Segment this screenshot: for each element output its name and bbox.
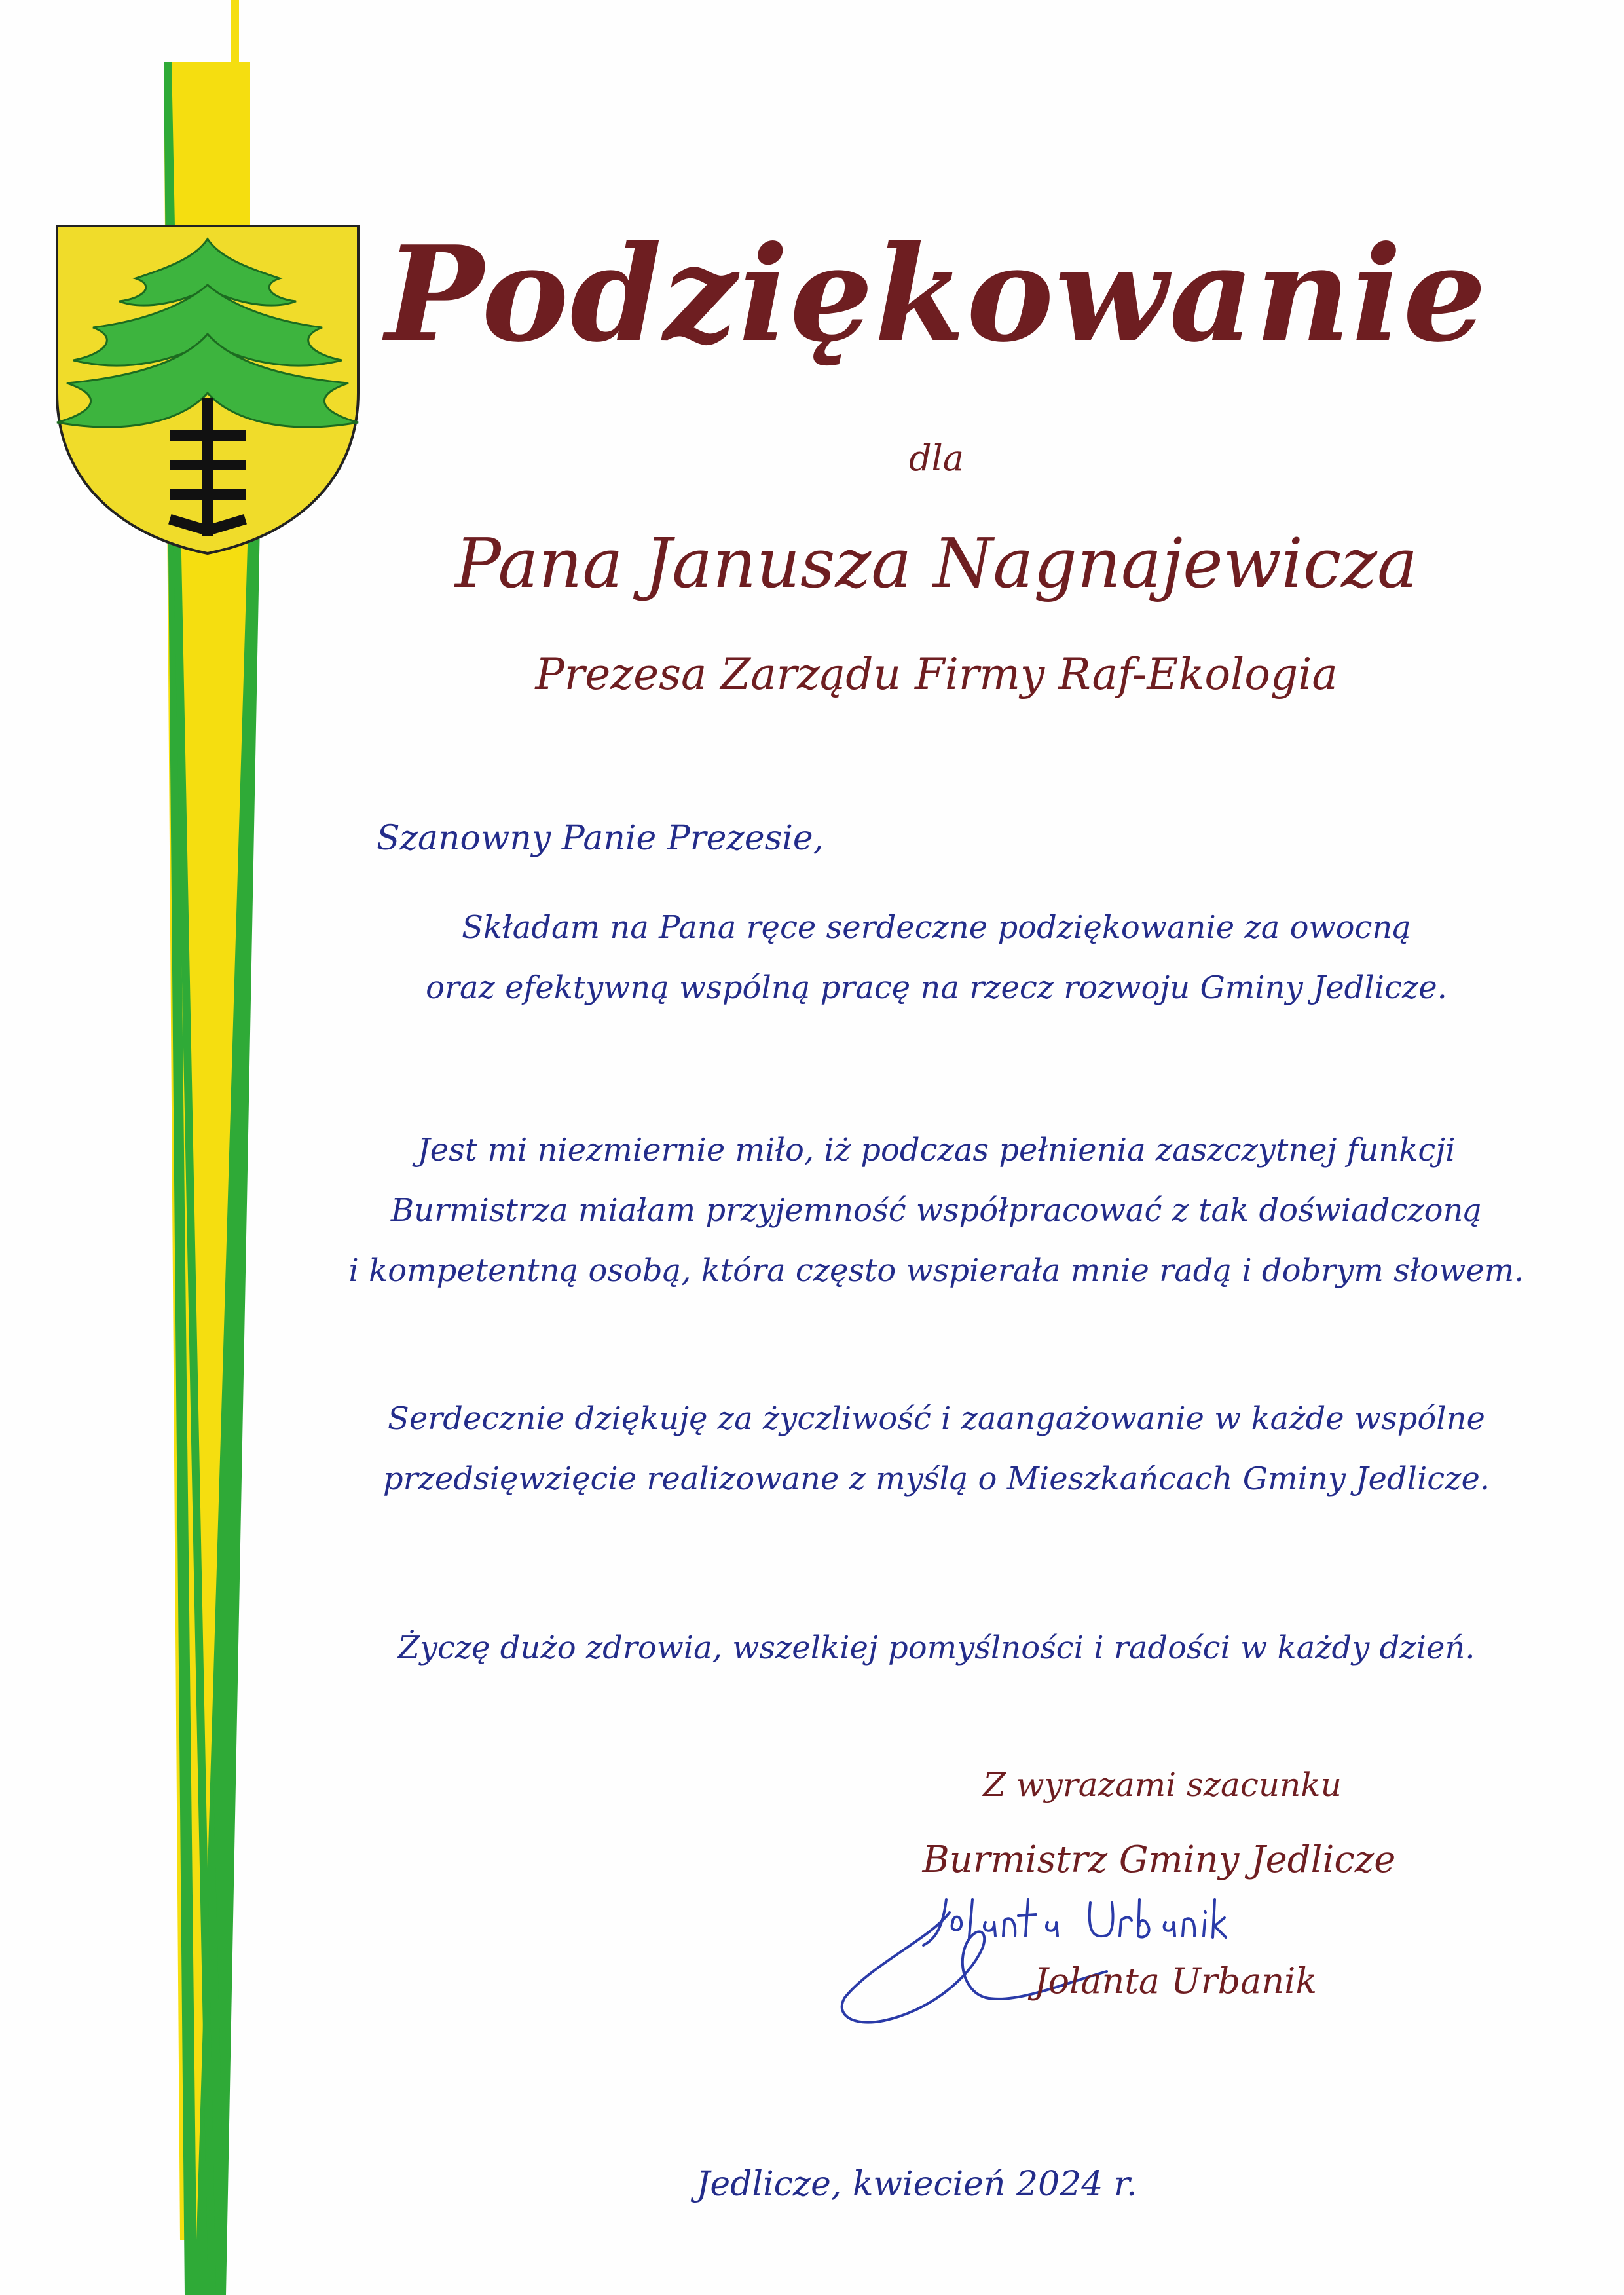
paragraph-line: oraz efektywną wspólną pracę na rzecz rozwoju Gminy Jedlicze. [426, 969, 1447, 1006]
salutation: Szanowny Panie Prezesie, [377, 819, 824, 858]
closing-greeting: Z wyrazami szacunku [983, 1766, 1342, 1804]
paragraph-line: Życzę dużo zdrowia, wszelkiej pomyślności i radości w każdy dzień. [397, 1630, 1475, 1666]
signatory-role: Burmistrz Gminy Jedlicze [922, 1838, 1396, 1881]
paragraph-line: Jest mi niezmiernie miło, iż podczas pełnienia zaszczytnej funkcji [417, 1132, 1456, 1168]
for-label: dla [908, 438, 965, 479]
paragraph-4 [275, 1618, 1598, 1678]
place-and-date: Jedlicze, kwiecień 2024 r. [696, 2165, 1137, 2204]
paragraph-line: Składam na Pana ręce serdeczne podziękowanie za owocną [462, 909, 1411, 946]
paragraph-line: i kompetentną osobą, która często wspierała mnie radą i dobrym słowem. [348, 1252, 1524, 1289]
recipient-name: Pana Janusza Nagnajewicza [455, 523, 1418, 603]
signatory-name: Jolanta Urbanik [1033, 1960, 1318, 2002]
document-title: Podziękowanie [385, 217, 1488, 371]
recipient-position: Prezesa Zarządu Firmy Raf-Ekologia [535, 649, 1338, 700]
paragraph-line: przedsięwzięcie realizowane z myślą o Mieszkańcach Gminy Jedlicze. [382, 1461, 1490, 1497]
paragraph-line: Burmistrza miałam przyjemność współpracować z tak doświadczoną [390, 1192, 1483, 1229]
paragraph-1 [275, 897, 1598, 1018]
paragraph-3 [275, 1389, 1598, 1509]
paragraph-line: Serdecznie dziękuję za życzliwość i zaangażowanie w każde wspólne [388, 1400, 1485, 1437]
paragraph-2 [275, 1120, 1598, 1301]
